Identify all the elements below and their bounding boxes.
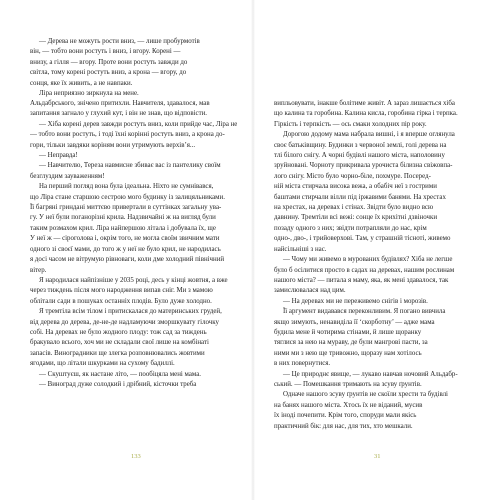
text-line: в них повернутися.: [274, 360, 331, 368]
text-line: бракувало всього, хоч ми не складали свої лише на комбінаті: [30, 339, 209, 347]
text-line: внизу, а гілля — вгору. Проте вони ростуть завжди до: [30, 58, 188, 66]
text-line: ський. — Помешкання тримають на зсуву ґрунтів.: [274, 380, 422, 388]
text-line: будила мене й чотирима стінами, й лише щоранку: [274, 328, 422, 336]
text-line: На перший погляд вона була ідеальна. Ніхто не сумнівався,: [39, 183, 214, 191]
text-line: облітали сади в пошуках останніх плодів. Було дуже холодно.: [30, 297, 212, 305]
text-line: сонця, яке їх живить, а не навпаки.: [30, 79, 133, 87]
text-line: гори, тільки завдяки коріням вони утримують верхів’я...: [30, 141, 196, 149]
text-line: Я тремтіла всім тілом і притискалася до материнських грудей,: [39, 308, 222, 316]
left-page-top-paragraphs: [30, 37, 237, 99]
text-line: таким розмахом крил. Ліра найпершою літала і добувала їх, ще: [30, 224, 216, 232]
text-line: — Дерева не можуть рости вниз, — лише пробурмотів: [39, 38, 200, 45]
text-line: — Чому ми живемо в мурованих будівлях? Хіба не легше: [283, 256, 453, 264]
text-line: практичний бік: для нас, для тих, хто мешкали.: [274, 422, 413, 430]
text-line: світла, тому корені ростуть вниз, а крона — вгору, до: [30, 69, 187, 77]
text-line: що Ліра стане старшою сестрою мого будинку із залицяльниками.: [30, 193, 225, 201]
text-line: — Скуштуєш, як настане літо, — пообіцяла мені мама.: [39, 370, 202, 378]
text-line: що калина та горобина. Калина кисла, горобина гірка і терпка.: [274, 110, 458, 118]
text-line: на банях нашого міста. Хтось їх не віданий, мусив: [274, 401, 423, 409]
text-line: я досі часом не вітрумую рівноваги, коли дме холодний північний: [30, 256, 225, 264]
text-line: — Навчителю, Тереза навмисне збиває вас із пантелику своїм: [39, 162, 221, 170]
text-line: одного зі своєї мами, до того ж у неї не було крил, не народилась: [30, 245, 221, 253]
text-line: на хрестах, на деревах і стінах. Звідти було видно всю: [274, 204, 434, 212]
text-line: від дерева до дерева, де-не-де надламуючи зморшкувату гілочку: [30, 318, 219, 326]
text-line: ній міста стирчала висока вежа, а обабіч неї з гострими: [274, 183, 437, 191]
text-line: тлі білого снігу. А чорні будівлі нашого міста, наполовину: [274, 152, 445, 160]
text-line: їх іноді почепити. Крім того, споруди мали якісь: [274, 412, 417, 420]
text-line: випльовувати, інакше болітиме живіт. А зараз лишається хіба: [274, 100, 455, 107]
text-line: гу. У неї були поганорізні крила. Надзвичайні ж на вигляд були: [30, 214, 216, 222]
text-line: він, — тобто вони ростуть і вниз, і вгору. Корені —: [30, 48, 181, 56]
text-line: Її аргумент видавався переконливим. Я погано вивчила: [283, 308, 446, 316]
text-line: запитання загнало у глухий кут, і він не знав, що відповісти.: [30, 110, 207, 118]
text-line: позаду одного з них; звідти потрапляли до нас, крім: [274, 224, 427, 232]
text-line: Альдабрського, знічено притихли. Навчителя, здавалося, мав: [30, 100, 210, 107]
text-line: запасів. Виноградники ще злегка розповнювались жовтими: [30, 349, 205, 357]
text-line: нашого міста? — питала я маму, яка, як мені здавалося, так: [274, 276, 449, 284]
text-line: Ліра неприязно зиркнула на мене.: [39, 90, 139, 98]
text-line: собі. На деревах не було жодного плоду: тож сад за тиждень: [30, 328, 207, 336]
text-line: давнину. Тремтіли всі вежі: сонце їх крихітні дзвіночки: [274, 214, 438, 222]
text-line: Дорогою додому мама набрала вишні, і я вперше оглянула: [283, 131, 455, 139]
right-page-number: 31: [374, 453, 381, 460]
text-line: ними ми з нею ще тривожно, щоразу нам хотілось: [274, 349, 422, 357]
left-page-number: 133: [131, 453, 141, 460]
text-line: баштами стирчали вілли під іржавими банями. На хрестах: [274, 193, 446, 201]
right-page-text: [274, 99, 478, 432]
text-line: Я народилася найпізніше у 2035 році, десь у кінці жовтня, а вже: [39, 276, 228, 284]
text-line: Її багряні гриндані миттєво привертали в суттінках загальну ува-: [30, 204, 222, 212]
text-line: У неї ж — сіроголова і, окрім того, не могла своїм звичним мати: [30, 235, 220, 243]
text-line: Одначе нашого зсуву ґрунтів не скоїли хрести та будівлі: [283, 391, 448, 399]
text-line: — Неправда!: [39, 152, 78, 160]
text-line: якщо зимують, ненавиділа її ‘скорботну’ — адже мама: [274, 318, 435, 326]
text-line: зруйновані. Чорноту прикривала урочиста білизна свіжовпа-: [274, 162, 453, 170]
text-line: — тобто вони ростуть, і тоді їхні корінні ростуть вниз, а крона до-: [30, 131, 225, 139]
right-page: [253, 0, 500, 500]
text-line: одно-, дво-, і трийоверхові. Там, у страшній тісноті, живемо: [274, 235, 451, 243]
text-line: найсільніші з нас.: [274, 245, 327, 253]
text-line: замислювалася над цим.: [274, 287, 346, 295]
text-line: Гіркість і терпкість — ось смаки холодних пір року.: [274, 120, 427, 128]
text-line: безглуздим зауваженням!: [30, 172, 105, 180]
text-line: — Виноград дуже солодкий і дрібний, кісточки треба: [39, 380, 197, 388]
text-line: — На деревах ми не переживемо снігів і морозів.: [283, 297, 428, 305]
left-page-text: [30, 99, 237, 390]
text-line: вітер.: [30, 266, 47, 274]
text-line: ягодами, що літали шкурками на сухому бадиллі.: [30, 360, 175, 368]
text-line: було б осілитися просто в садах на деревах, нашим рослинам: [274, 266, 455, 274]
text-line: тяглися за нею на мураву, де були мангрові пасти, за: [274, 339, 428, 347]
text-line: через тиждень після мого народження випав сніг. Ми з мамою: [30, 287, 213, 295]
text-line: — Це природнє явище, — лукаво навчав ночовий Альдабр-: [283, 370, 458, 378]
text-line: — Хіба корені дерев завжди ростуть вниз, коли прийде час, Ліра не: [39, 120, 237, 128]
text-line: своє батьківщину. Будинки з червоної землі, голі дерева на: [274, 141, 447, 149]
text-line: лого снігу. Місто було чорно-біле, похмуре. Посеред-: [274, 172, 431, 180]
